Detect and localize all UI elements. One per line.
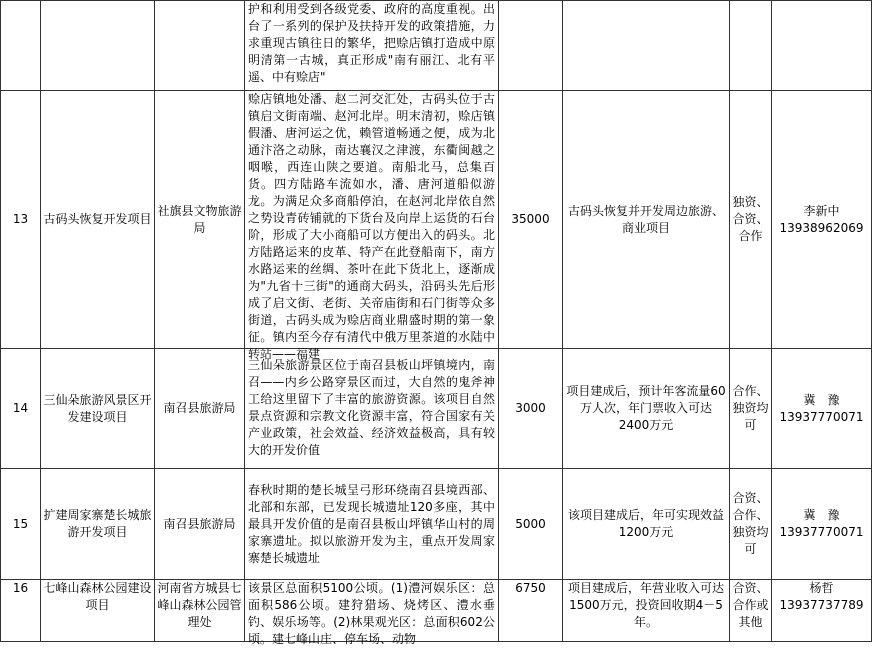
- table-row: [1, 1, 872, 91]
- contact-phone: 13937737789: [779, 598, 864, 612]
- project-unit: 社旗县文物旅游局: [155, 91, 245, 349]
- contact-phone: 13937770071: [779, 525, 864, 539]
- cooperation-mode: 独资、合资、合作: [730, 91, 772, 349]
- project-content: 项目建成后，年营业收入可达1500万元，投资回收期4－5年。: [563, 580, 730, 642]
- investment-amount: 3000: [499, 349, 563, 469]
- contact-name: 李新中: [803, 203, 840, 218]
- project-unit: 南召县旅游局: [155, 469, 245, 580]
- table-row: [1, 469, 872, 580]
- cooperation-mode: 合作、独资均可: [730, 349, 772, 469]
- contact-name: 杨哲: [809, 581, 834, 595]
- investment-amount: 6750: [499, 580, 563, 642]
- project-unit: [155, 1, 245, 91]
- contact-phone: 13938962069: [779, 220, 864, 235]
- description-text: 三仙朵旅游景区位于南召县板山坪镇境内，南召——内乡公路穿景区而过，大自然的鬼斧神工给这里留下了丰富的旅游资源。该项目自然景点资源和宗教文化资源丰富，符合国家有关产业政策，社会效益、经济效益极高，具有较大的开发价值: [248, 358, 495, 457]
- project-name: 七峰山森林公园建设项目: [41, 580, 155, 642]
- row-number: 16: [1, 580, 41, 642]
- contact: [772, 580, 872, 642]
- row-number: [1, 1, 41, 91]
- project-description: [245, 1, 499, 91]
- project-content: 该项目建成后，年可实现效益1200万元: [563, 469, 730, 580]
- description-text: 护和利用受到各级党委、政府的高度重视。出台了一系列的保护及扶持开发的政策措施，力求重现古镇往日的繁华，把赊店镇打造成中原明清第一古城，真正形成"南有丽江、北有平遥、中有赊店": [248, 2, 495, 84]
- project-content: 项目建成后，预计年客流量60万人次，年门票收入可达2400万元: [563, 349, 730, 469]
- cooperation-mode: [730, 1, 772, 91]
- project-description: [245, 91, 499, 361]
- cooperation-mode: 合资、合作、独资均可: [730, 469, 772, 580]
- contact: [772, 1, 872, 91]
- description-text: 该景区总面积5100公顷。(1)澧河娱乐区：总面积586公顷。建狩猎场、烧烤区、澧水垂钓、娱乐场等。(2)林果观光区：总面积602公顷。建七峰山庄、停车场、动物: [248, 581, 495, 646]
- project-name: 扩建周家寨楚长城旅游开发项目: [41, 469, 155, 580]
- project-description: [245, 349, 499, 469]
- table-row: [1, 580, 872, 642]
- row-number: 15: [1, 469, 41, 580]
- contact: [772, 91, 872, 349]
- investment-amount: [499, 1, 563, 91]
- cooperation-mode: 合资、合作或其他: [730, 580, 772, 642]
- description-text: 春秋时期的楚长城呈弓形环绕南召县境西部、北部和东部，已发现长城遗址120多座，其中最具开发价值的是南召县板山坪镇华山村的周家寨遗址。拟以旅游开发为主，重点开发周家寨楚长城遗址: [248, 482, 495, 565]
- project-content: [563, 1, 730, 91]
- contact-name: 冀 豫: [803, 508, 840, 522]
- contact: [772, 349, 872, 469]
- project-name: 三仙朵旅游风景区开发建设项目: [41, 349, 155, 469]
- project-content: 古码头恢复并开发周边旅游、商业项目: [563, 91, 730, 349]
- table-row: [1, 91, 872, 349]
- row-number: 14: [1, 349, 41, 469]
- project-unit: 南召县旅游局: [155, 349, 245, 469]
- project-description: [245, 580, 499, 646]
- investment-amount: 35000: [499, 91, 563, 349]
- contact-name: 冀 豫: [803, 392, 840, 407]
- investment-amount: 5000: [499, 469, 563, 580]
- table-row: [1, 349, 872, 469]
- row-number: 13: [1, 91, 41, 349]
- project-name: 古码头恢复开发项目: [41, 91, 155, 349]
- description-text: 赊店镇地处潘、赵二河交汇处，古码头位于古镇启文街南端、赵河北岸。明末清初，赊店镇假潘、唐河运之优，赖管道畅通之便，成为北通汴洛之动脉，南达襄汉之津渡，东衢闽越之咽喉，西连山陕之要道。南船北马，总集百货。四方陆路车流如水，潘、唐河道船似游龙。为满足众多商船停泊，在赵河北岸依自然之势设青砖铺就的下货台及向岸上运货的石台阶，形成了大小商船可以方便出入的码头。北方陆路运来的皮革、特产在此登船南下，南方水路运来的丝绸、茶叶在此下货北上，逐渐成为"九省十三街"的通商大码头，沿码头先后形成了启文街、老街、关帝庙街和石门街等众多街道，古码头成为赊店商业鼎盛时期的第一象征。镇内至今存有清代中俄万里茶道的水陆中转站——福建: [248, 92, 495, 361]
- contact-phone: 13937770071: [779, 409, 864, 424]
- contact: [772, 469, 872, 580]
- project-unit: 河南省方城县七峰山森林公园管理处: [155, 580, 245, 642]
- project-description: [245, 469, 499, 580]
- project-name: [41, 1, 155, 91]
